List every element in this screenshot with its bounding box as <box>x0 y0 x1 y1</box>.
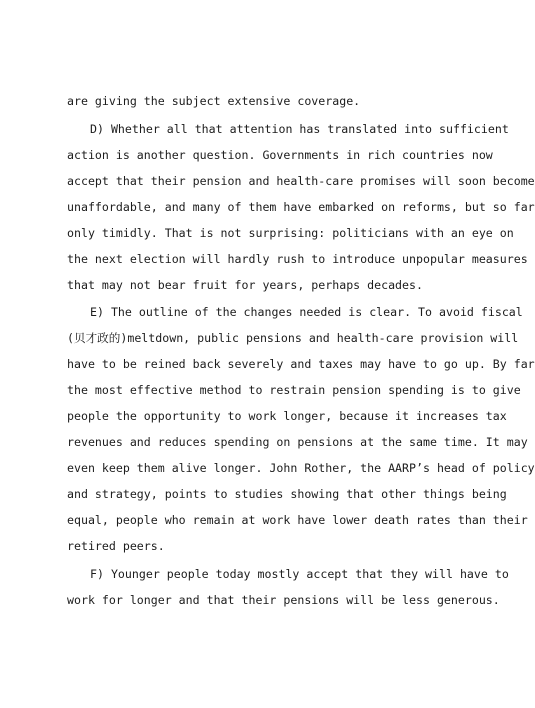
text-line: accept that their pension and health-care promises will soon become <box>67 174 535 188</box>
text-line: only timidly. That is not surprising: politicians with an eye on <box>67 226 514 240</box>
text-line: people the opportunity to work longer, because it increases tax <box>67 409 507 423</box>
text-line: equal, people who remain at work have lower death rates than their <box>67 513 528 527</box>
paragraph-d-first-line: D) Whether all that attention has translated into sufficient <box>90 122 509 136</box>
text-line: unaffordable, and many of them have embarked on reforms, but so far <box>67 200 535 214</box>
text-line: revenues and reduces spending on pensions at the same time. It may <box>67 435 528 449</box>
paragraph-e-first-line: E) The outline of the changes needed is clear. To avoid fiscal <box>90 305 523 319</box>
text-line: are giving the subject extensive coverage. <box>67 94 361 108</box>
text-line: retired peers. <box>67 539 165 553</box>
text-line: and strategy, points to studies showing that other things being <box>67 487 507 501</box>
text-line: even keep them alive longer. John Rother, the AARP’s head of policy <box>67 461 535 475</box>
text-line: that may not bear fruit for years, perhaps decades. <box>67 278 423 292</box>
text-line: the next election will hardly rush to introduce unpopular measures <box>67 252 528 266</box>
paragraph-f-first-line: F) Younger people today mostly accept that they will have to <box>90 567 509 581</box>
text-line: the most effective method to restrain pension spending is to give <box>67 383 521 397</box>
text-line: (贝才政的)meltdown, public pensions and health-care provision will <box>67 331 519 345</box>
text-line: have to be reined back severely and taxes may have to go up. By far <box>67 357 535 371</box>
text-line: work for longer and that their pensions will be less generous. <box>67 593 500 607</box>
text-line: action is another question. Governments in rich countries now <box>67 148 493 162</box>
